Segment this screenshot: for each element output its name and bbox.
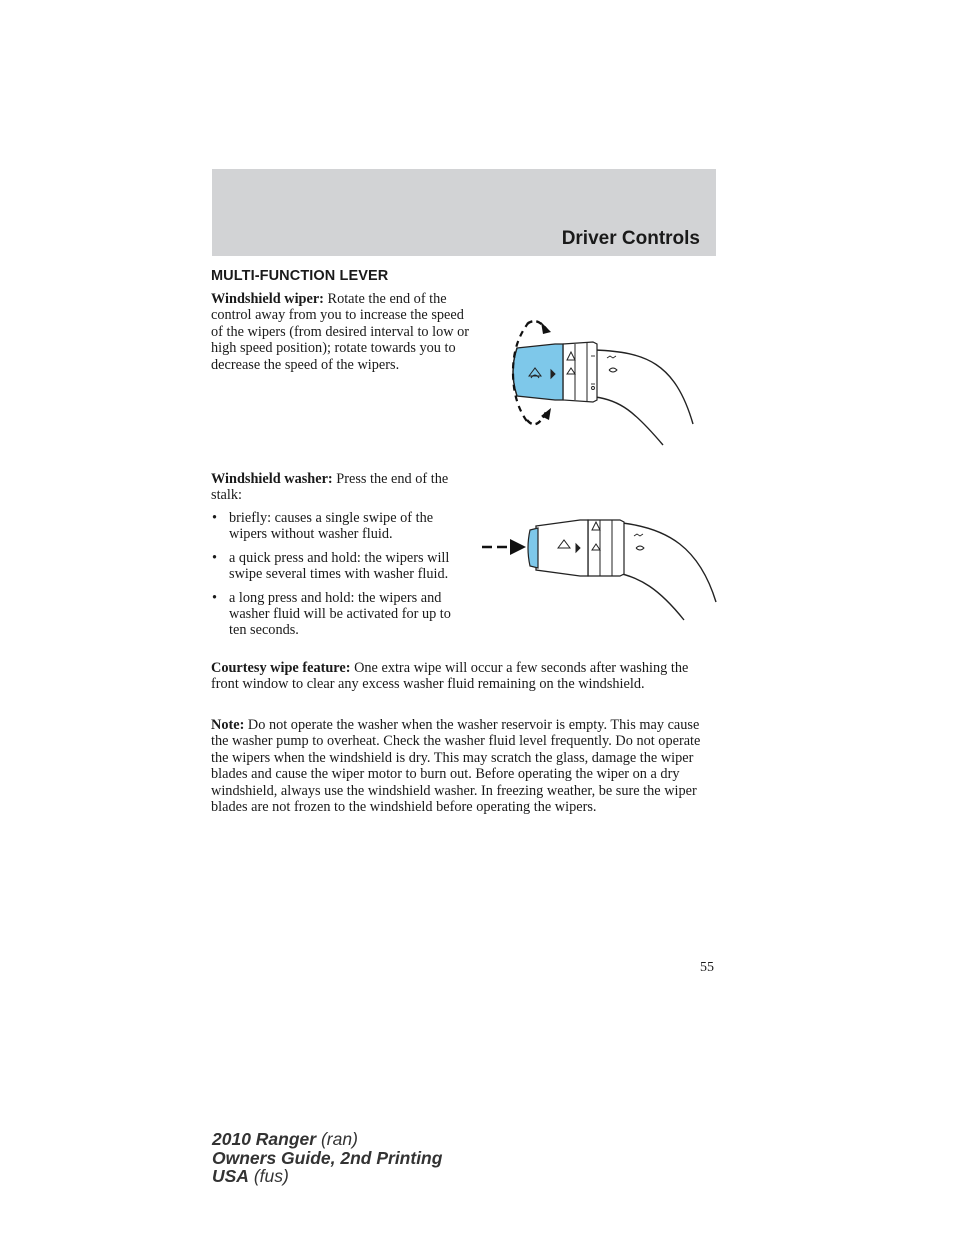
washer-bullet-list <box>211 510 471 646</box>
stalk-arm-lower-line <box>612 572 684 620</box>
footer-region: USA <box>212 1166 249 1186</box>
washer-press-illustration <box>480 510 720 625</box>
push-arrow-head <box>510 539 526 555</box>
page-number: 55 <box>700 960 714 975</box>
note-label: Note: <box>211 717 245 733</box>
footer-model: 2010 Ranger <box>212 1129 317 1149</box>
footer-region-code: (fus) <box>248 1166 289 1186</box>
headlamp-symbol-icon <box>634 534 644 550</box>
page-title: Driver Controls <box>561 228 700 249</box>
footer-imprint <box>212 1130 442 1186</box>
list-item: • a long press and hold: the wipers and washer fluid will be activated for up to ten seconds. <box>211 590 471 639</box>
wiper-text: Rotate the end of the control away from you to increase the speed of the wipers (from desired interval to low or high speed position); rotate towards you to decrease the speed of the wipers. <box>211 291 470 373</box>
courtesy-text: One extra wipe will occur a few seconds after washing the front window to clear any excess washer fluid remaining on the windshield. <box>211 660 689 693</box>
note-paragraph <box>211 717 719 815</box>
note-text: Do not operate the washer when the washer reservoir is empty. This may cause the washer pump to overheat. Check the washer fluid level frequently. Do not operate the wipers when the windshield is dry. This may scratch the glass, damage the wiper blades and cause the wiper motor to burn out. Before operating the wiper on a dry windshield, always use the windshield washer. In freezing weather, be sure the wiper blades are not frozen to the windshield before operating the wipers. <box>211 717 701 816</box>
stalk-arm-upper-line <box>612 522 716 602</box>
stalk-arm-upper-line <box>595 350 693 424</box>
wiper-label: Windshield wiper: <box>211 291 324 307</box>
wiper-rotate-illustration <box>495 312 705 452</box>
blue-end-button <box>528 528 538 568</box>
footer-guide: Owners Guide, 2nd Printing <box>212 1147 443 1168</box>
header-band <box>212 169 716 256</box>
washer-text: Press the end of the stalk: <box>211 471 449 504</box>
rotate-arrow-up-head <box>541 322 551 334</box>
list-item: • a quick press and hold: the wipers will swipe several times with washer fluid. <box>211 550 471 583</box>
list-item: • briefly: causes a single swipe of the wipers without washer fluid. <box>211 510 471 543</box>
rotate-arrow-down-head <box>541 408 551 420</box>
washer-paragraph <box>211 471 473 504</box>
courtesy-paragraph <box>211 660 719 693</box>
washer-label: Windshield washer: <box>211 471 333 487</box>
stalk-arm-lower-line <box>595 397 663 445</box>
wiper-paragraph <box>211 291 473 373</box>
section-heading: MULTI-FUNCTION LEVER <box>211 268 389 284</box>
courtesy-label: Courtesy wipe feature: <box>211 660 351 676</box>
footer-model-code: (ran) <box>316 1129 358 1149</box>
